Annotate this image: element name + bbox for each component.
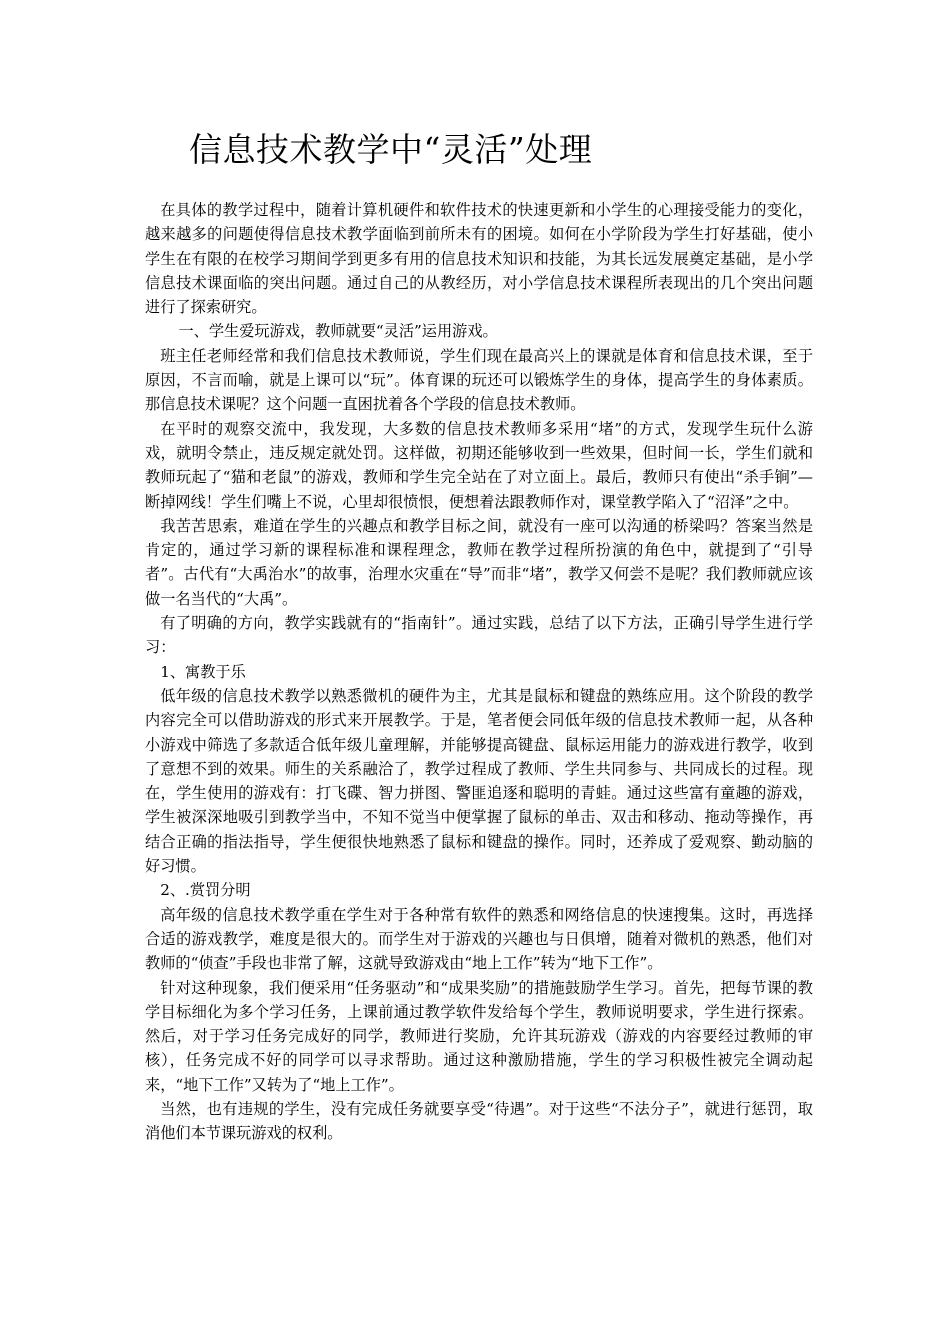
paragraph: 班主任老师经常和我们信息技术教师说，学生们现在最高兴上的课就是体育和信息技术课，至于原因，不言而喻，就是上课可以“玩”。体育课的玩还可以锻炼学生的身体，提高学生的身体素质。那信息技术课呢？这个问题一直困扰着各个学段的信息技术教师。 (145, 346, 813, 414)
section-heading: 2、.赏罚分明 (160, 881, 251, 900)
section-heading: 1、寓教于乐 (160, 662, 246, 681)
document-title: 信息技术教学中“灵活”处理 (189, 130, 593, 169)
paragraph: 有了明确的方向，教学实践就有的“指南针”。通过实践，总结了以下方法，正确引导学生进行学习： (145, 614, 813, 657)
paragraph: 在平时的观察交流中，我发现，大多数的信息技术教师多采用“堵”的方式，发现学生玩什么游戏，就明令禁止，违反规定就处罚。这样做，初期还能够收到一些效果，但时间一长，学生们就和教师玩起了“猫和老鼠”的游戏，教师和学生完全站在了对立面上。最后，教师只有使出“杀手锏”—断掉网线！学生们嘴上不说，心里却很愤恨，便想着法跟教师作对，课堂教学陷入了“沼泽”之中。 (145, 419, 813, 511)
paragraph: 低年级的信息技术教学以熟悉微机的硬件为主，尤其是鼠标和键盘的熟练应用。这个阶段的教学内容完全可以借助游戏的形式来开展教学。于是，笔者便会同低年级的信息技术教师一起，从各种小游戏中筛选了多款适合低年级儿童理解，并能够提高键盘、鼠标运用能力的游戏进行教学，收到了意想不到的效果。师生的关系融洽了，教学过程成了教师、学生共同参与、共同成长的过程。现在，学生使用的游戏有：打飞碟、智力拼图、警匪追逐和聪明的青蛙。通过这些富有童趣的游戏，学生被深深地吸引到教学当中，不知不觉当中便掌握了鼠标的单击、双击和移动、拖动等操作，再结合正确的指法指导，学生便很快地熟悉了鼠标和键盘的操作。同时，还养成了爱观察、勤动脑的好习惯。 (145, 686, 813, 876)
paragraph: 高年级的信息技术教学重在学生对于各种常有软件的熟悉和网络信息的快速搜集。这时，再选择合适的游戏教学，难度是很大的。而学生对于游戏的兴趣也与日俱增，随着对微机的熟悉，他们对教师的“侦查”手段也非常了解，这就导致游戏由“地上工作”转为“地下工作”。 (145, 905, 813, 973)
paragraph: 在具体的教学过程中，随着计算机硬件和软件技术的快速更新和小学生的心理接受能力的变化，越来越多的问题使得信息技术教学面临到前所未有的困境。如何在小学阶段为学生打好基础，使小学生在有限的在校学习期间学到更多有用的信息技术知识和技能，为其长远发展奠定基础，是小学信息技术课面临的突出问题。通过自己的从教经历，对小学信息技术课程所表现出的几个突出问题进行了探索研究。 (145, 201, 813, 317)
document-body (145, 198, 813, 1146)
paragraph: 一、学生爱玩游戏，教师就要“灵活”运用游戏。 (178, 322, 498, 341)
paragraph: 当然，也有违规的学生，没有完成任务就要享受“待遇”。对于这些“不法分子”，就进行惩罚，取消他们本节课玩游戏的权利。 (145, 1099, 813, 1143)
paragraph: 我苦苦思索，难道在学生的兴趣点和教学目标之间，就没有一座可以沟通的桥梁吗？答案当然是肯定的，通过学习新的课程标准和课程理念，教师在教学过程所扮演的角色中，就提到了“引导者”。古代有“大禹治水”的故事，治理水灾重在“导”而非“堵”，教学又何尝不是呢？我们教师就应该做一名当代的“大禹”。 (145, 516, 813, 608)
paragraph: 针对这种现象，我们便采用“任务驱动”和“成果奖励”的措施鼓励学生学习。首先，把每节课的教学目标细化为多个学习任务，上课前通过教学软件发给每个学生，教师说明要求，学生进行探索。然后，对于学习任务完成好的同学，教师进行奖励，允许其玩游戏（游戏的内容要经过教师的审核），任务完成不好的同学可以寻求帮助。通过这种激励措施，学生的学习积极性被完全调动起来，“地下工作”又转为了“地上工作”。 (145, 978, 813, 1094)
